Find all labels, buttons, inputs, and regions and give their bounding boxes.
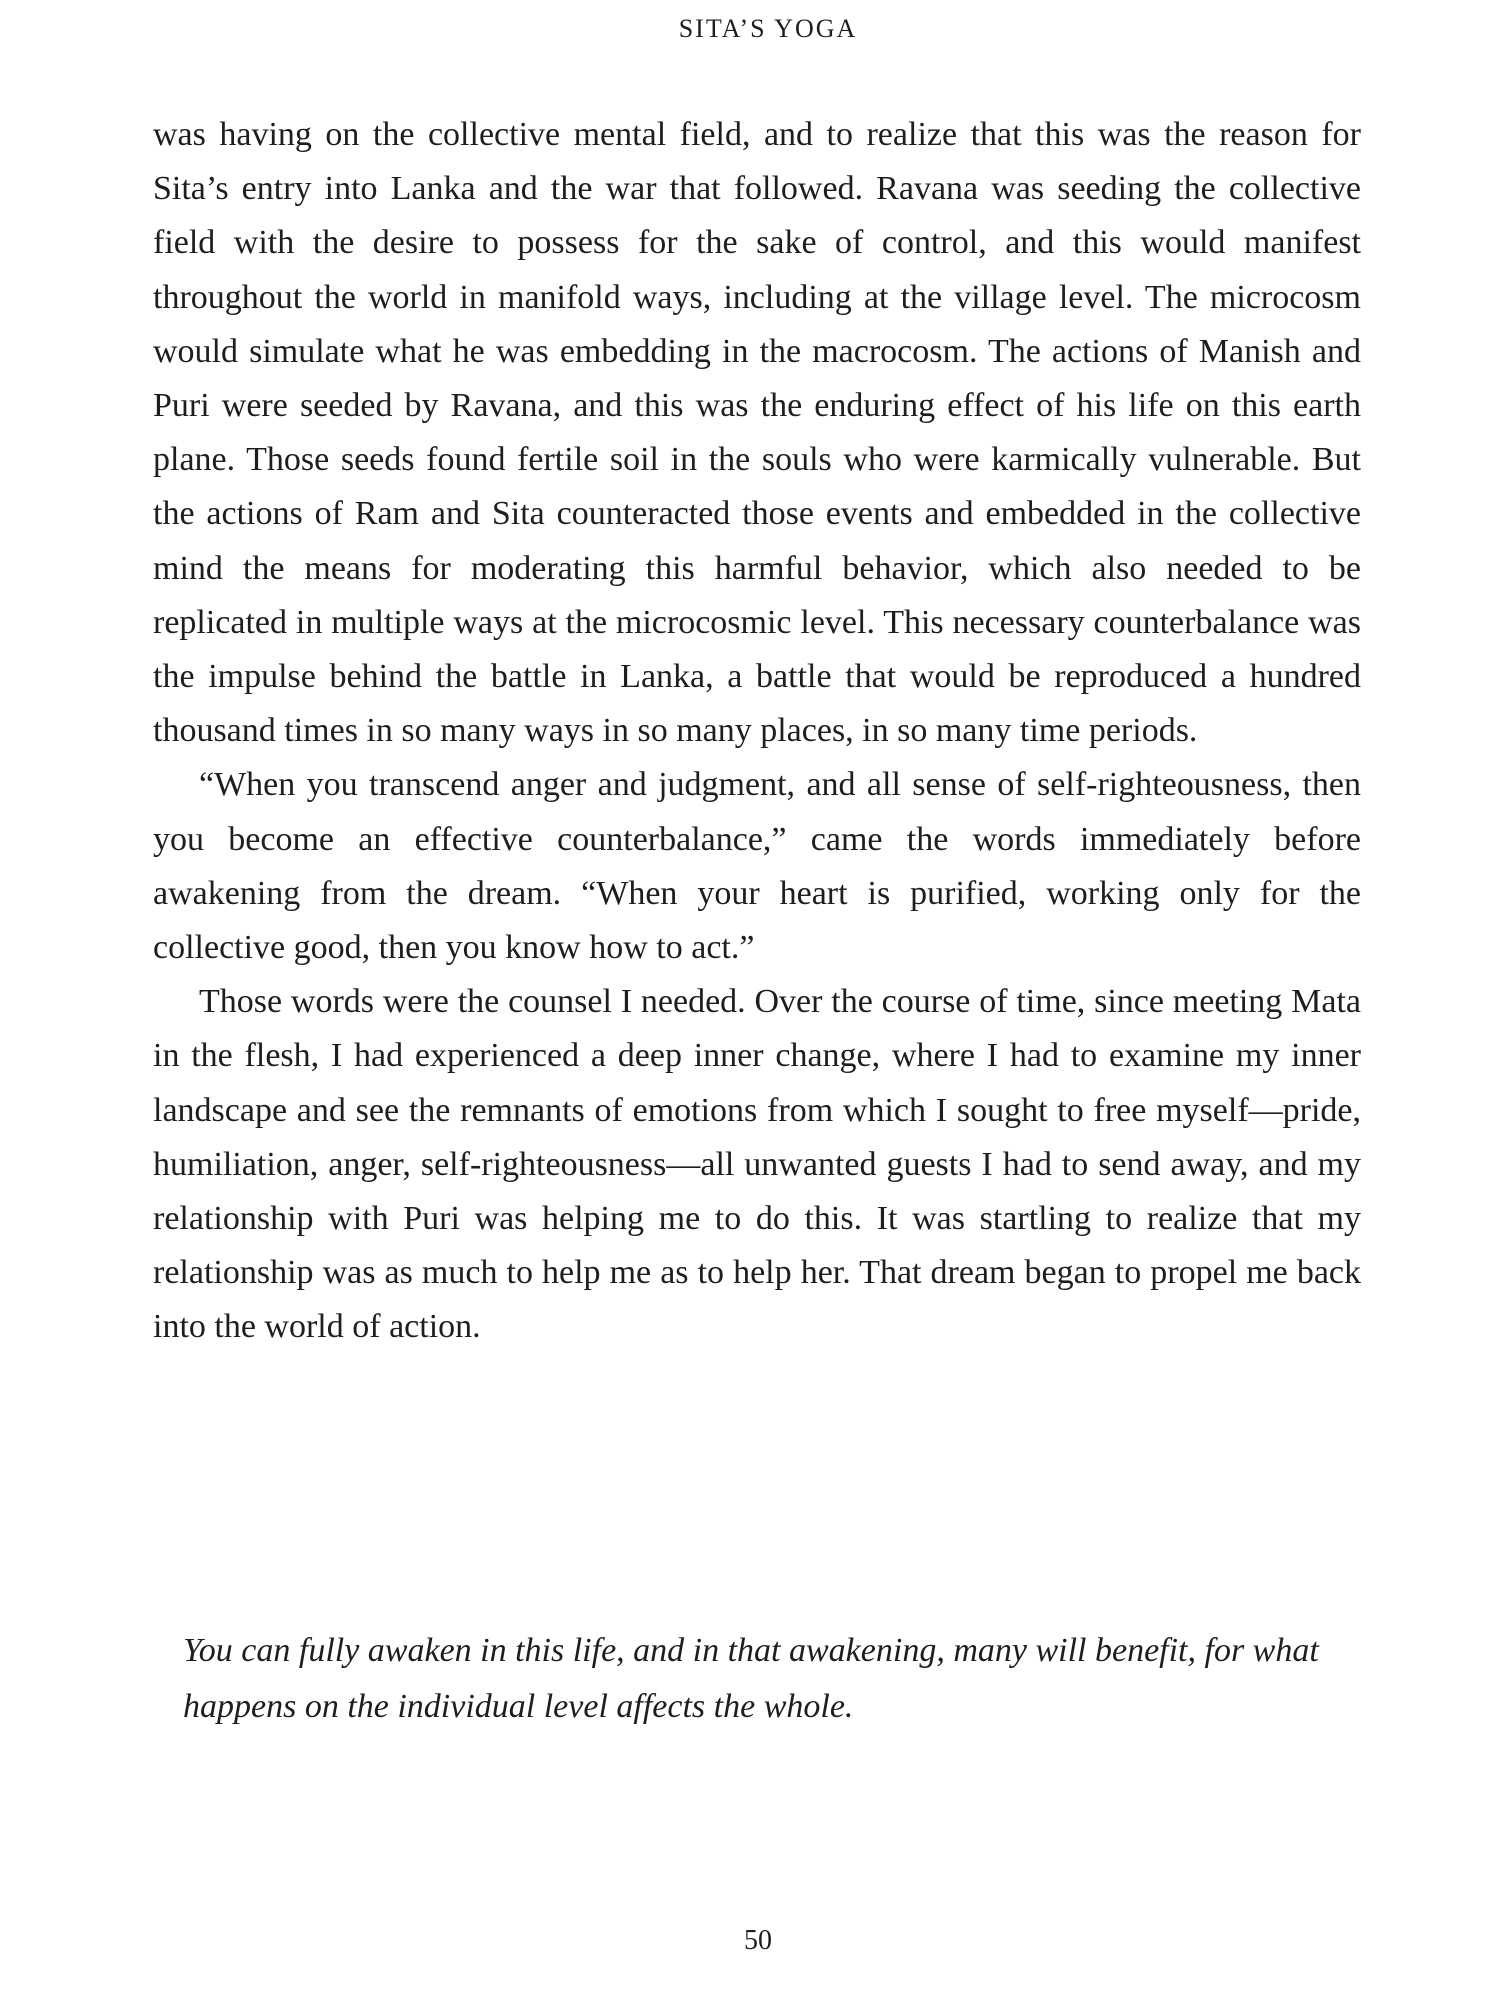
- paragraph-counsel: Those words were the counsel I needed. Over the course of time, since meeting Mata in the flesh, I had experienced a deep inner change, where I had to examine my inner landscape and see the remnants of emotions from which I sought to free myself—pride, humiliation, anger, self-righteousness—all unwanted guests I had to send away, and my relationship with Puri was helping me to do this. It was startling to realize that my relationship was as much to help me as to help her. That dream began to propel me back into the world of action.: [153, 983, 1361, 1346]
- italic-epigraph: You can fully awaken in this life, and in that awakening, many will benefit, for what happens on the individual level affects the whole.: [183, 1632, 1319, 1725]
- page-number: 50: [744, 1925, 772, 1956]
- paragraph-dream-words: “When you transcend anger and judgment, and all sense of self-righteousness, then you become an effective counterbalance,” came the words immediately before awakening from the dream. “When your heart is purified, working only for the collective good, then you know how to act.”: [153, 766, 1361, 967]
- paragraph-continued: was having on the collective mental field, and to realize that this was the reason for Sita’s entry into Lanka and the war that followed. Ravana was seeding the collective field with the desire to possess for the sake of control, and this would manifest throughout the world in manifold ways, including at the village level. The microcosm would simulate what he was embedding in the macrocosm. The actions of Manish and Puri were seeded by Ravana, and this was the enduring effect of his life on this earth plane. Those seeds found fertile soil in the souls who were karmically vulnerable. But the actions of Ram and Sita counteracted those events and embedded in the collective mind the means for moderating this harmful behavior, which also needed to be replicated in multiple ways at the microcosmic level. This necessary counterbalance was the impulse behind the battle in Lanka, a battle that would be reproduced a hundred thousand times in so many ways in so many places, in so many time periods.: [153, 116, 1361, 750]
- running-head-title: SITA’S YOGA: [678, 14, 858, 43]
- body-text: [153, 108, 1361, 1355]
